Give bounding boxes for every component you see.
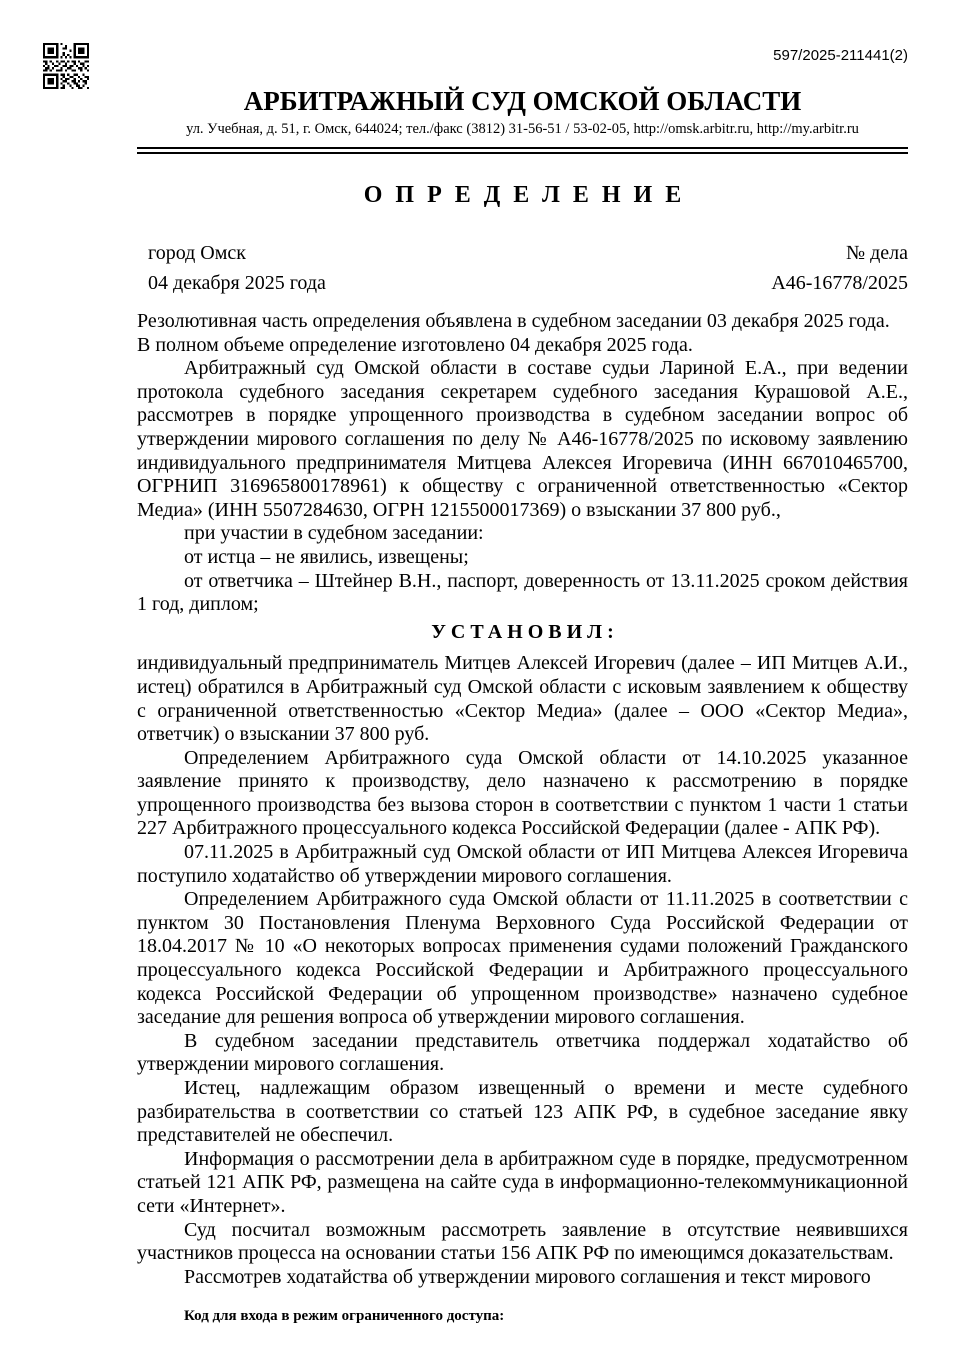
- paragraph: Суд посчитал возможным рассмотреть заявление в отсутствие неявившихся участников процесса на основании статьи 156 АПК РФ по имеющимся доказательствам.: [137, 1218, 908, 1265]
- announcement-line: В полном объеме определение изготовлено 04 декабря 2025 года.: [137, 333, 693, 356]
- case-number: А46-16778/2025: [771, 272, 908, 294]
- case-number-block: [771, 238, 908, 298]
- court-name: АРБИТРАЖНЫЙ СУД ОМСКОЙ ОБЛАСТИ: [243, 86, 802, 116]
- paragraph: Определением Арбитражного суда Омской области от 14.10.2025 указанное заявление принято к производству, дело назначено к рассмотрению в порядке упрощенного производства без вызова сторон в соответствии с пунктом 1 части 1 статьи 227 Арбитражного процессуального кодекса Российской Федерации (далее - АПК РФ).: [137, 746, 908, 840]
- court-header: [137, 85, 908, 139]
- qr-code-icon: [43, 43, 89, 89]
- case-date: 04 декабря 2025 года: [148, 272, 326, 294]
- court-address: ул. Учебная, д. 51, г. Омск, 644024; тел./факс (3812) 31-56-51 / 53-02-05, http://omsk.arbitr.ru, http://my.arbitr.ru: [186, 121, 859, 137]
- paragraph: В судебном заседании представитель ответчика поддержал ходатайство об утверждении мирового соглашения.: [137, 1029, 908, 1076]
- case-number-label: № дела: [846, 242, 908, 264]
- paragraph: при участии в судебном заседании:: [184, 522, 484, 545]
- resolution-heading: УСТАНОВИЛ:: [431, 620, 619, 643]
- document-number: 597/2025-211441(2): [773, 47, 908, 64]
- access-code-label: Код для входа в режим ограниченного доступа:: [184, 1308, 505, 1324]
- case-info-row: [137, 238, 908, 298]
- paragraph: 07.11.2025 в Арбитражный суд Омской области от ИП Митцева Алексея Игоревича поступило ходатайство об утверждении мирового соглашения.: [137, 841, 908, 887]
- announcement-block: [137, 310, 908, 357]
- paragraph: Истец, надлежащим образом извещенный о времени и месте судебного разбирательства в соответствии со статьей 123 АПК РФ, в судебное заседание явку представителей не обеспечил.: [137, 1077, 908, 1147]
- document-title: ОПРЕДЕЛЕНИЕ: [363, 182, 695, 208]
- paragraph: от ответчика – Штейнер В.Н., паспорт, доверенность от 13.11.2025 сроком действия 1 год, диплом;: [137, 569, 908, 616]
- paragraph: Определением Арбитражного суда Омской области от 11.11.2025 в соответствии с пунктом 30 Постановления Пленума Верховного Суда Российской Федерации от 18.04.2017 № 10 «О некоторых вопросах применения судами положений Гражданского процессуального кодекса Российской Федерации и Арбитражного процессуального кодекса Российской Федерации об упрощенном производстве» назначено судебное заседание для решения вопроса об утверждении мирового соглашения.: [137, 888, 908, 1029]
- case-city: город Омск: [148, 242, 246, 264]
- paragraph: Информация о рассмотрении дела в арбитражном суде в порядке, предусмотренном статьей 121 АПК РФ, размещена на сайте суда в информационно-телекоммуникационной сети «Интернет».: [137, 1147, 908, 1217]
- announcement-line: Резолютивная часть определения объявлена в судебном заседании 03 декабря 2025 года.: [137, 310, 890, 332]
- header-divider: [137, 147, 908, 154]
- case-place-date: [137, 238, 326, 298]
- paragraph: индивидуальный предприниматель Митцев Алексей Игоревич (далее – ИП Митцев А.И., истец) обратился в Арбитражный суд Омской области с исковым заявлением к обществу с ограниченной ответственностью «Сектор Медиа» (далее – ООО «Сектор Медиа», ответчик) о взыскании 37 800 руб.: [137, 652, 908, 746]
- document-body: [137, 172, 908, 1289]
- paragraph: Рассмотрев ходатайства об утверждении мирового соглашения и текст мирового: [184, 1265, 871, 1288]
- paragraph: Арбитражный суд Омской области в составе судьи Лариной Е.А., при ведении протокола судебного заседания секретарем судебного заседания Курашовой А.Е., рассмотрев в порядке упрощенного производства в судебном заседании вопрос об утверждении мирового соглашения по делу № А46-16778/2025 по исковому заявлению индивидуального предпринимателя Митцева Алексея Игоревича (ИНН 667010465700, ОГРНИП 316965800178961) к обществу с ограниченной ответственностью «Сектор Медиа» (ИНН 5507284630, ОГРН 1215500017369) о взыскании 37 800 руб.,: [137, 357, 908, 521]
- paragraph: от истца – не явились, извещены;: [184, 545, 469, 568]
